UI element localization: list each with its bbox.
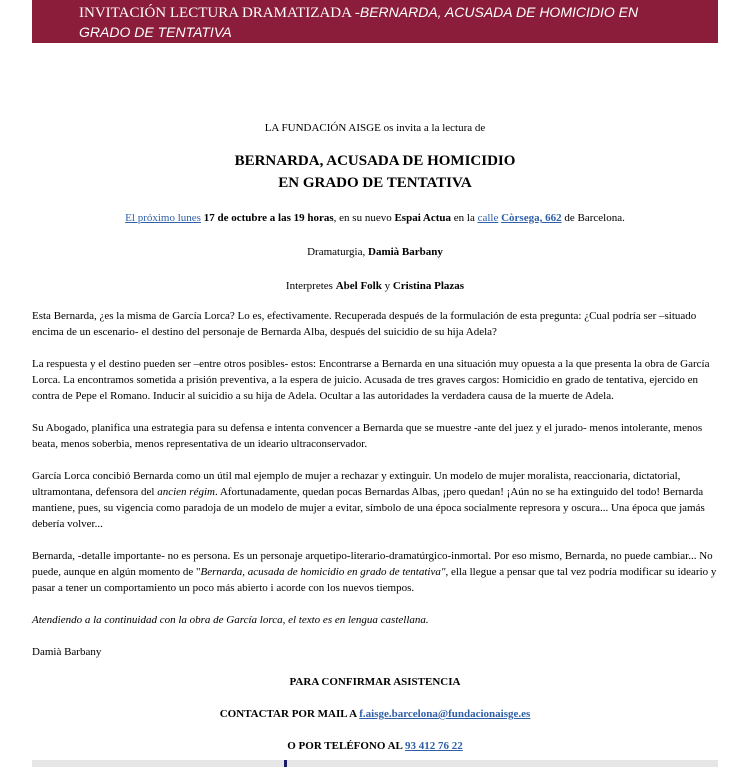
header-banner <box>32 0 718 43</box>
intro-text: LA FUNDACIÓN AISGE os invita a la lectura de <box>264 122 486 134</box>
street-link[interactable]: calle <box>477 212 499 224</box>
dramaturgy-name: Damià Barbany <box>368 246 443 258</box>
paragraph-3: Su Abogado, planifica una estrategia para su defensa e intenta convencer a Bernarda que se muestre -ante del juez y el jurado- menos intolerante, menos beata, menos soberbia, menos representativa de un ideario ultraconservador. <box>32 422 703 450</box>
event-venue: Espai Actua <box>394 212 452 224</box>
language-note: Atendiendo a la continuidad con la obra de García lorca, el texto es en lengua castellana. <box>32 614 429 626</box>
paragraph-2: La respuesta y el destino pueden ser –entre otros posibles- estos: Encontrarse a Bernarda en una situación muy opuesta a la que presenta la obra de García Lorca. La encontramos sometida a prisión preventiva, a la espera de juicio. Acusada de tres graves cargos: Homicidio en grado de tentativa, ejercido en contra de Pepe el Romano. Inducir al suicidio a su hija de Adela. Ocultar a las autoridades la verdadera causa de la muerte de Adela. <box>32 358 710 402</box>
banner-prefix: INVITACIÓN LECTURA DRAMATIZADA - <box>79 5 360 21</box>
rsvp-phone: O POR TELÉFONO AL 93 412 76 22 <box>287 740 463 752</box>
performer-1: Abel Folk <box>335 280 382 292</box>
banner-title-line1: BERNARDA, ACUSADA DE HOMICIDIO EN <box>359 4 639 20</box>
scrollbar-thumb[interactable] <box>284 760 287 767</box>
phone-link[interactable]: 93 412 76 22 <box>405 740 463 752</box>
date-link[interactable]: El próximo lunes <box>125 212 201 224</box>
banner-title-line2: GRADO DE TENTATIVA <box>79 24 232 40</box>
horizontal-scrollbar[interactable] <box>32 760 718 767</box>
event-title-line1: BERNARDA, ACUSADA DE HOMICIDIO <box>234 153 516 169</box>
event-details: El próximo lunes 17 de octubre a las 19 horas, en su nuevo Espai Actua en la calle Còrsega, 662 de Barcelona. <box>125 212 625 224</box>
email-link[interactable]: f.aisge.barcelona@fundacionaisge.es <box>359 708 531 720</box>
document-body <box>32 120 718 754</box>
rsvp-heading: PARA CONFIRMAR ASISTENCIA <box>289 676 461 688</box>
address-link[interactable]: Còrsega, 662 <box>501 212 562 224</box>
signature: Damià Barbany <box>32 646 102 658</box>
paragraph-1: Esta Bernarda, ¿es la misma de García Lorca? Lo es, efectivamente. Recuperada después de la formulación de esta pregunta: ¿Cual podría ser –situado encima de un escenario- el destino del personaje de Bernarda Alba, después del suicidio de su hija Adela? <box>32 310 697 338</box>
rsvp-mail: CONTACTAR POR MAIL A f.aisge.barcelona@fundacionaisge.es <box>219 708 531 720</box>
event-title-line2: EN GRADO DE TENTATIVA <box>278 175 472 191</box>
performers-line: Interpretes Abel Folk y Cristina Plazas <box>285 280 465 292</box>
event-date: 17 de octubre a las 19 horas <box>203 212 334 224</box>
performer-2: Cristina Plazas <box>392 280 465 292</box>
paragraph-5: Bernarda, -detalle importante- no es persona. Es un personaje arquetipo-literario-dramatúrgico-inmortal. Por eso mismo, Bernarda, no puede cambiar... No puede, aunque en algún momento de "Bernarda, acusada de homicidio en grado de tentativa", ella llegue a pensar que tal vez podría modificar su ideario y pasar a tener un comportamiento un poco más abierto i acorde con los nuevos tiempos. <box>32 550 717 594</box>
event-title <box>32 150 718 194</box>
dramaturgy-line: Dramaturgia, Damià Barbany <box>307 246 443 258</box>
paragraph-4: García Lorca concibió Bernarda como un útil mal ejemplo de mujer a rechazar y extinguir. Un modelo de mujer moralista, reaccionaria, dictatorial, ultramontana, defensora del ancien régim. Afortunadamente, quedan pocas Bernardas Albas, ¡pero quedan! ¡Aún no se ha extinguido del todo! Bernarda mantiene, pues, su vigencia como paradoja de un modelo de mujer a evitar, símbolo de una época socialmente represora y oscura... Una época que jamás debería volver... <box>32 470 705 530</box>
